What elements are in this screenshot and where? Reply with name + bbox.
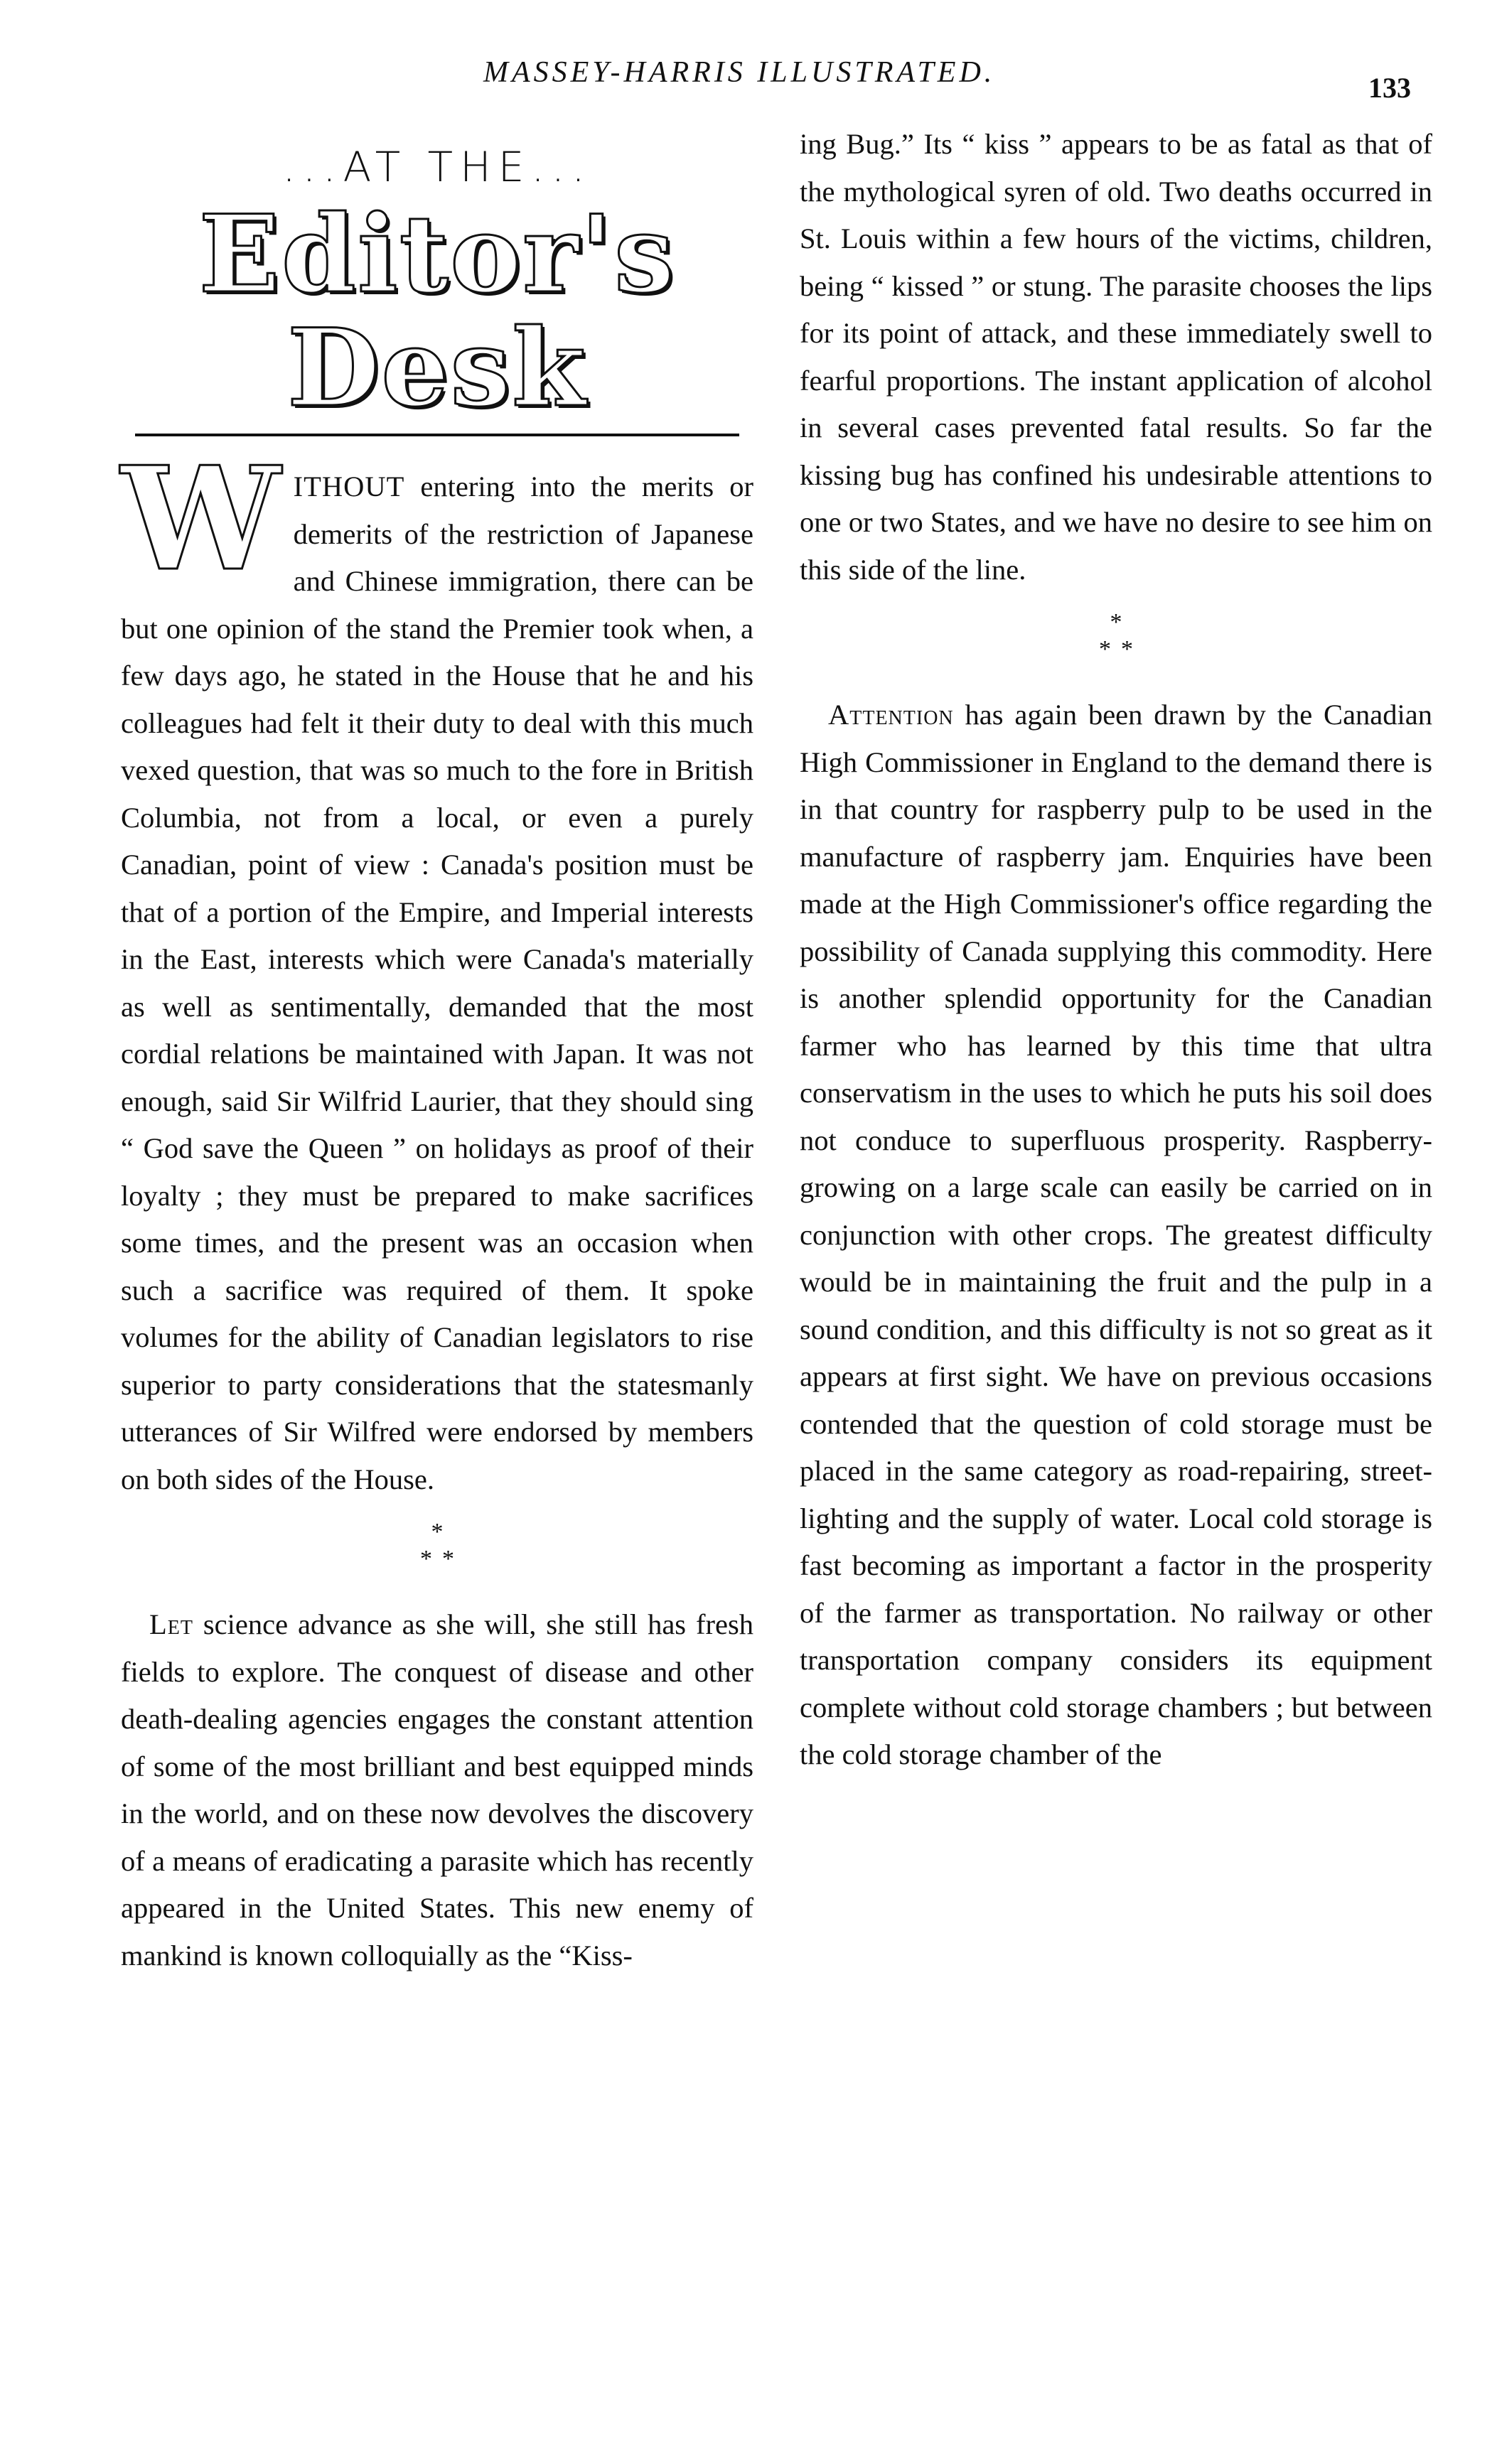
asterism: * * * bbox=[420, 1519, 454, 1572]
page-number: 133 bbox=[1368, 72, 1411, 104]
lead-in: ITHOUT bbox=[293, 470, 405, 502]
running-title: MASSEY-HARRIS ILLUSTRATED. bbox=[483, 56, 996, 89]
masthead-pre-title: ...AT THE... bbox=[282, 143, 592, 191]
left-column bbox=[121, 121, 753, 1979]
paragraph-text: science advance as she will, she still has fresh fields to explore. The conquest of disease and other death-dealing agencies engages the constant attention of some of the most brilliant and best equipped minds in the world, and on these now devolves the discovery of a means of eradicating a parasite which has recently appeared in the United States. This new enemy of mankind is known colloquially as the “Kiss- bbox=[121, 1608, 753, 1971]
right-column bbox=[800, 121, 1432, 1779]
section-masthead bbox=[121, 142, 753, 436]
masthead-title: Editor's Desk bbox=[198, 192, 676, 431]
paragraph-text: entering into the merits or demerits of the restriction of Japanese and Chinese immigration, there can be but one opinion of the stand the Premier took when, a few days ago, he stated in the House that he and his colleagues had felt it their duty to deal with this much vexed question, that was so much to the fore in British Columbia, not from a local, or even a purely Canadian, point of view : Canada's position must be that of a portion of the Empire, and Imperial interests in the East, interests which were Canada's materially as well as sentimentally, demanded that the most cordial relations be maintained with Japan. It was not enough, said Sir Wilfrid Laurier, that they should sing “ God save the Queen ” on holidays as proof of their loyalty ; they must be prepared to make sacrifices some times, and the present was an occasion when such a sacrifice was required of them. It spoke volumes for the ability of Canadian legislators to rise superior to party considerations that the statesmanly utterances of Sir Wilfred were endorsed by members on both sides of the House. bbox=[121, 470, 753, 1495]
article-paragraph bbox=[121, 1601, 753, 1979]
drop-cap: W bbox=[121, 436, 281, 603]
article-paragraph bbox=[800, 121, 1432, 593]
paragraph-text: has again been drawn by the Canadian High Commissioner in England to the demand there is in that country for raspberry pulp to be used in the manufacture of raspberry jam. Enquiries have been made at the High Commissioner's office regarding the possibility of Canada supplying this commodity. Here is another splendid opportunity for the Canadian farmer who has learned by this time that ultra conservatism in the uses to which he puts his soil does not conduce to superfluous prosperity. Raspberry-growing on a large scale can easily be carried on in conjunction with other crops. The greatest difficulty would be in maintaining the fruit and the pulp in a sound condition, and this difficulty is not so great as it appears at first sight. We have on previous occasions contended that the question of cold storage must be placed in the same category as road-repairing, street-lighting and the supply of water. Local cold storage is fast becoming as important a factor in the prosperity of the farmer as transportation. No railway or other transportation company considers its equipment complete without cold storage chambers ; but between the cold storage chamber of the bbox=[800, 699, 1432, 1770]
paragraph-text: ing Bug.” Its “ kiss ” appears to be as fatal as that of the mythological syren of old. Two deaths occurred in St. Louis within a few hours of the victims, children, being “ kissed ” or stung. The parasite chooses the lips for its point of attack, and these immediately swell to fearful proportions. The instant application of alcohol in several cases prevented fatal results. So far the kissing bug has confined his undesirable attentions to one or two States, and we have no desire to see him on this side of the line. bbox=[800, 128, 1432, 586]
article-paragraph bbox=[121, 436, 753, 1503]
article-paragraph bbox=[800, 692, 1432, 1779]
lead-in: Let bbox=[149, 1608, 193, 1640]
asterism: * * * bbox=[1099, 609, 1133, 662]
lead-in: Attention bbox=[828, 699, 954, 731]
